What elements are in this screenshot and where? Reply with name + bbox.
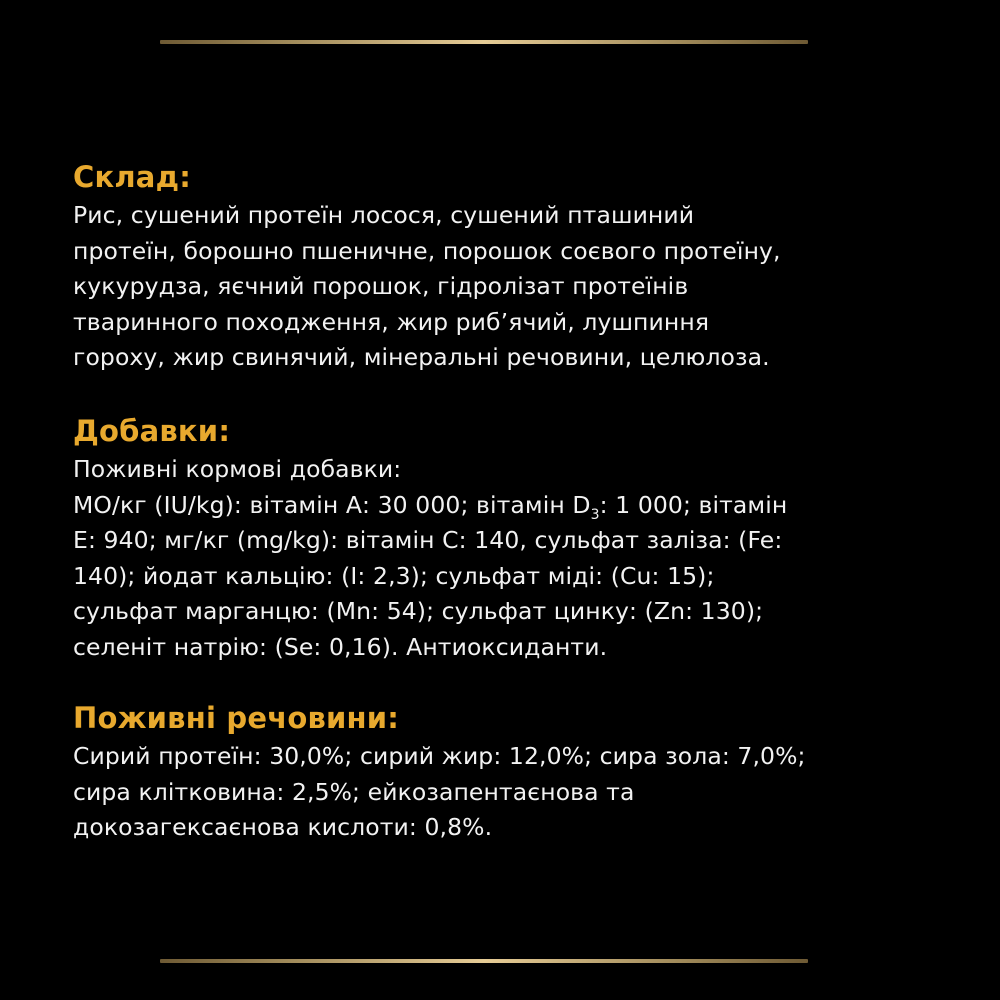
composition-line: кукурудза, яєчний порошок, гідролізат протеїнів [73, 272, 689, 300]
additives-line: E: 940; мг/кг (mg/kg): вітамін С: 140, сульфат заліза: (Fe: [73, 526, 783, 554]
composition-line: Рис, сушений протеїн лосося, сушений пташиний [73, 201, 695, 229]
additives-text [73, 452, 953, 665]
composition-line: тваринного походження, жир риб’ячий, лушпиння [73, 307, 710, 336]
additives-section [73, 414, 953, 665]
vitamin-d-subscript: 3 [590, 506, 600, 523]
composition-text [73, 198, 953, 376]
nutrients-line: Сирий протеїн: 30,0%; сирий жир: 12,0%; сира зола: 7,0%; [73, 742, 806, 770]
vitamins-text-start: МО/кг (IU/kg): вітамін А: 30 000; вітамін D [73, 490, 591, 519]
nutrients-line: сира клітковина: 2,5%; ейкозапентаєнова та [73, 777, 635, 806]
top-divider-line [160, 40, 808, 44]
nutrients-line: докозагексаєнова кислоти: 0,8%. [73, 813, 493, 841]
composition-line: протеїн, борошно пшеничне, порошок соєвого протеїну, [73, 236, 781, 265]
composition-section [73, 160, 953, 376]
nutrients-section [73, 701, 953, 846]
additives-line: сульфат марганцю: (Mn: 54); сульфат цинку: (Zn: 130); [73, 597, 764, 625]
bottom-divider-line [160, 959, 808, 963]
additives-line: Поживні кормові добавки: [73, 455, 402, 483]
additives-line-vitamins [73, 488, 953, 524]
additives-line: селеніт натрію: (Se: 0,16). Антиоксиданти. [73, 632, 608, 661]
composition-heading: Склад: [73, 160, 191, 194]
nutrients-text [73, 739, 953, 846]
nutrients-heading: Поживні речовини: [73, 701, 400, 735]
composition-line: гороху, жир свинячий, мінеральні речовини, целюлоза. [73, 343, 770, 371]
additives-line: 140); йодат кальцію: (I: 2,3); сульфат міді: (Cu: 15); [73, 561, 715, 590]
additives-heading: Добавки: [73, 414, 231, 448]
vitamins-text-end: : 1 000; вітамін [599, 490, 788, 519]
